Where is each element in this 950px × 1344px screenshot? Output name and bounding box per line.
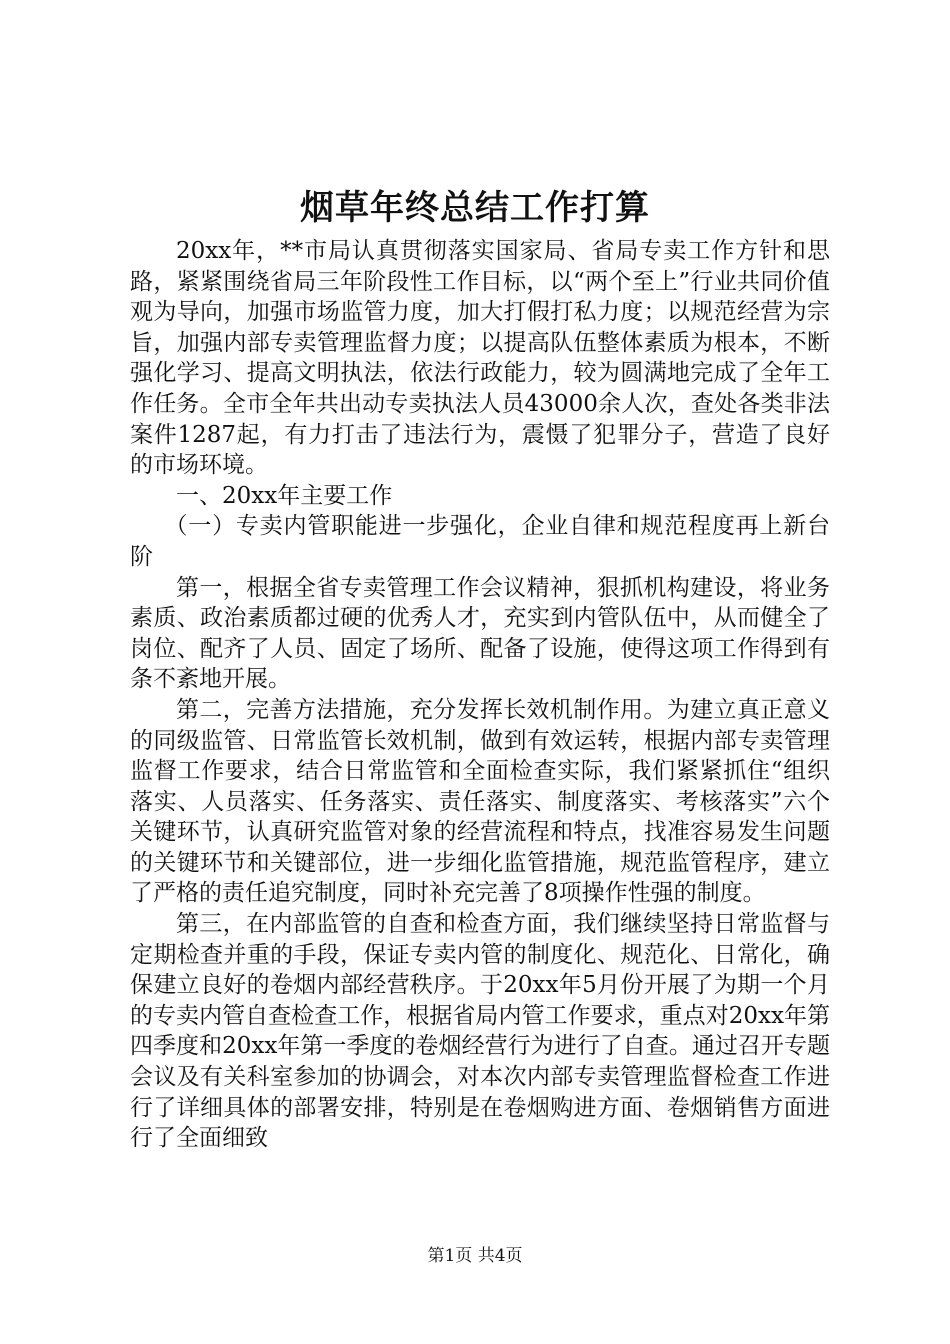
intro-paragraph: 20xx年，**市局认真贯彻落实国家局、省局专卖工作方针和思路，紧紧围绕省局三年阶段性工作目标，以“两个至上”行业共同价值观为导向，加强市场监管力度，加大打假打私力度；以规范经营为宗旨，加强内部专卖管理监督力度；以提高队伍整体素质为根本，不断强化学习、提高文明执法，依法行政能力，较为圆满地完成了全年工作任务。全市全年共出动专卖执法人员43000余人次，查处各类非法案件1287起，有力打击了违法行为，震慑了犯罪分子，营造了良好的市场环境。	[130, 238, 830, 479]
page-footer: 第1页 共4页	[427, 1246, 523, 1266]
paragraph-third: 第三，在内部监管的自查和检查方面，我们继续坚持日常监督与定期检查并重的手段，保证专卖内管的制度化、规范化、日常化，确保建立良好的卷烟内部经营秩序。于20xx年5月份开展了为期一个月的专卖内管自查检查工作，根据省局内管工作要求，重点对20xx年第四季度和20xx年第一季度的卷烟经营行为进行了自查。通过召开专题会议及有关科室参加的协调会，对本次内部专卖管理监督检查工作进行了详细具体的部署安排，特别是在卷烟购进方面、卷烟销售方面进行了全面细致	[130, 911, 830, 1152]
subsection-heading: （一）专卖内管职能进一步强化，企业自律和规范程度再上新台阶	[130, 513, 830, 570]
paragraph-second: 第二，完善方法措施，充分发挥长效机制作用。为建立真正意义的同级监管、日常监管长效机制，做到有效运转，根据内部专卖管理监督工作要求，结合日常监管和全面检查实际，我们紧紧抓住“组织落实、人员落实、任务落实、责任落实、制度落实、考核落实”六个关键环节，认真研究监管对象的经营流程和特点，找准容易发生问题的关键环节和关键部位，进一步细化监管措施，规范监管程序，建立了严格的责任追究制度，同时补充完善了8项操作性强的制度。	[130, 696, 830, 907]
document-body	[130, 236, 830, 1154]
paragraph-first: 第一，根据全省专卖管理工作会议精神，狠抓机构建设，将业务素质、政治素质都过硬的优秀人才，充实到内管队伍中，从而健全了岗位、配齐了人员、固定了场所、配备了设施，使得这项工作得到有条不紊地开展。	[130, 574, 830, 693]
section-heading: 一、20xx年主要工作	[176, 482, 393, 509]
document-title: 烟草年终总结工作打算	[300, 188, 650, 228]
